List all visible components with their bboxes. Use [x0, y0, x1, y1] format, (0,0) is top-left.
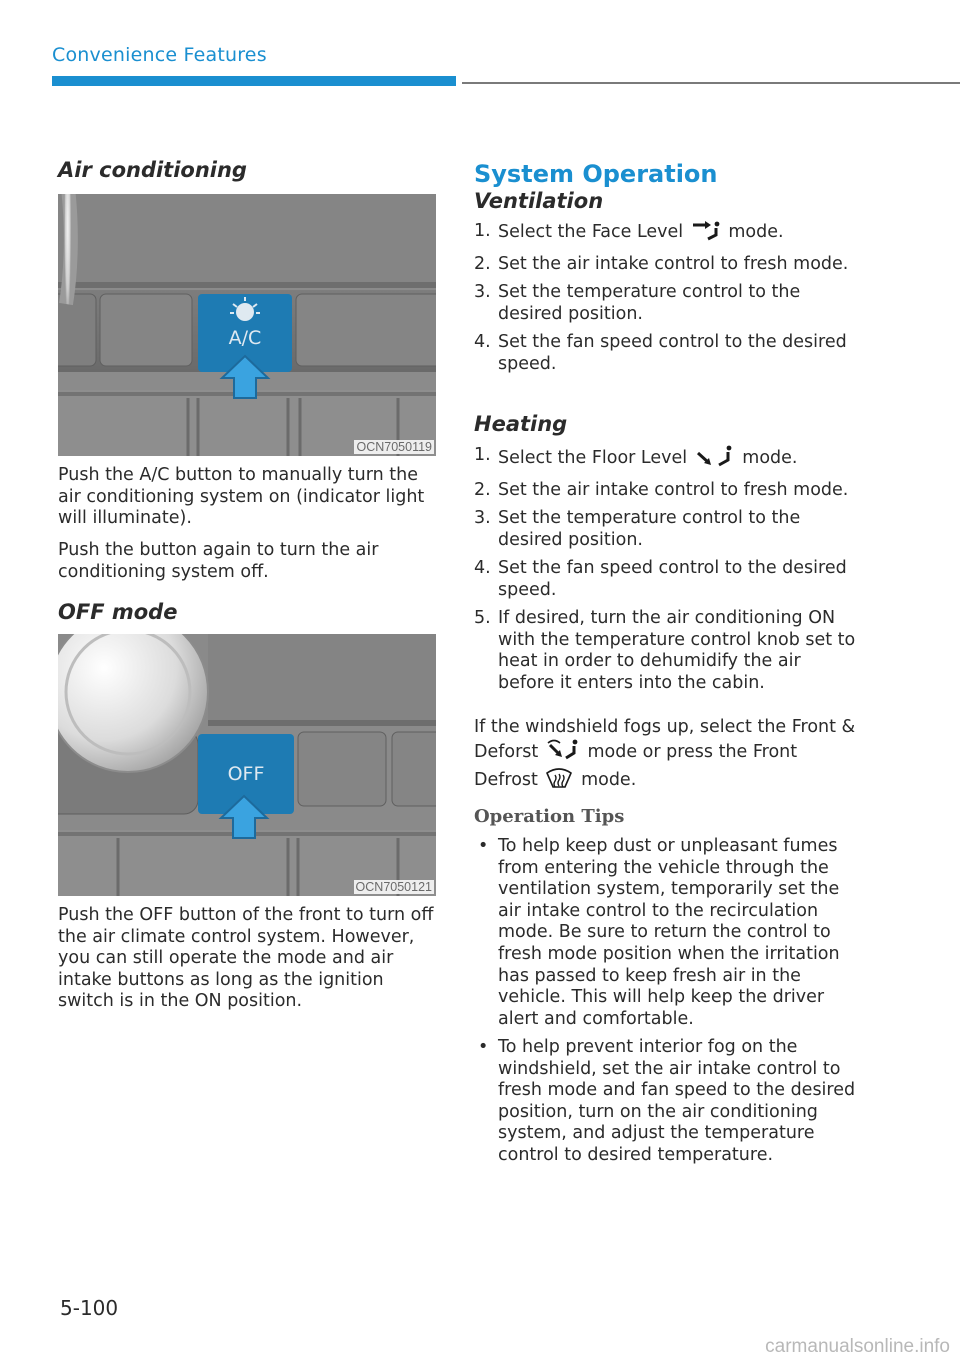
- section-title: Convenience Features: [52, 44, 267, 66]
- bullet: •: [478, 836, 489, 856]
- step-number: 2.: [474, 254, 491, 275]
- air-conditioning-heading: Air conditioning: [58, 158, 247, 182]
- list-item: [474, 608, 860, 694]
- step-text: Select the Floor Level: [498, 448, 688, 468]
- defrost-text: If the windshield fogs up, select the Front & Deforst: [474, 717, 856, 762]
- floor-level-icon: [695, 445, 735, 474]
- step-number: 4.: [474, 558, 491, 579]
- ac-description-1: Push the A/C button to manually turn the air conditioning system on (indicator light will illuminate).: [58, 465, 425, 529]
- ac-button-figure: [58, 194, 436, 456]
- tip-text: To help keep dust or unpleasant fumes from entering the vehicle through the ventilation system, temporarily set the air intake control to the recirculation mode. Be sure to return the control to fresh mode position when the irritation has passed to keep fresh air in the vehicle. This will help keep the driver alert and comfortable.: [498, 836, 840, 1029]
- ac-button-illustration: [58, 194, 436, 456]
- step-text: mode.: [742, 448, 798, 468]
- bullet: •: [478, 1036, 489, 1057]
- operation-tips-list: [474, 836, 860, 1173]
- operation-tips-heading: Operation Tips: [474, 806, 625, 827]
- header-accent-bar: [52, 76, 456, 86]
- step-text: Select the Face Level: [498, 222, 684, 242]
- list-item: [474, 1037, 860, 1167]
- ac-description-2: Push the button again to turn the air conditioning system off.: [58, 540, 379, 582]
- off-description: Push the OFF button of the front to turn off the air climate control system. However, you can still operate the mode and air intake buttons as long as the ignition switch is in the ON position.: [58, 905, 434, 1012]
- ventilation-heading: Ventilation: [474, 189, 604, 213]
- step-text: Set the temperature control to the desired position.: [498, 282, 801, 324]
- defrost-instructions: [474, 717, 860, 796]
- svg-text:A/C: A/C: [228, 327, 262, 349]
- svg-text:OFF: OFF: [227, 763, 265, 785]
- step-text: Set the fan speed control to the desired speed.: [498, 558, 847, 600]
- step-text: Set the fan speed control to the desired speed.: [498, 332, 847, 374]
- front-deforst-icon: [546, 739, 580, 768]
- step-number: 3.: [474, 508, 491, 529]
- tip-text: To help prevent interior fog on the windshield, set the air intake control to fresh mode and fan speed to the desired position, turn on the air conditioning system, and adjust the temperature control to desired temperature.: [498, 1036, 856, 1165]
- ventilation-steps: [474, 221, 860, 382]
- off-button-illustration: [58, 634, 436, 896]
- figure-code: OCN7050119: [356, 440, 432, 454]
- face-level-icon: [691, 221, 721, 248]
- step-number: 1.: [474, 221, 491, 241]
- list-item: [474, 480, 860, 502]
- list-item: [474, 282, 860, 325]
- list-item: [474, 332, 860, 375]
- step-text: If desired, turn the air conditioning ON with the temperature control knob set to heat in order to dehumidify the air before it enters into the cabin.: [498, 607, 856, 693]
- list-item: [474, 445, 860, 474]
- step-number: 5.: [474, 607, 491, 628]
- list-item: [474, 508, 860, 551]
- system-operation-heading: System Operation: [474, 160, 718, 188]
- step-text: Set the air intake control to fresh mode.: [498, 480, 849, 501]
- list-item: [474, 221, 860, 248]
- page-number: 5-100: [60, 1296, 119, 1320]
- step-text: mode.: [728, 222, 784, 242]
- front-defrost-icon: [545, 767, 573, 796]
- step-text: Set the temperature control to the desired position.: [498, 508, 801, 550]
- list-item: [474, 254, 860, 276]
- list-item: [474, 558, 860, 601]
- figure-code: OCN7050121: [355, 880, 432, 894]
- defrost-text: mode.: [581, 770, 637, 791]
- header-rule: [462, 82, 960, 84]
- off-button-figure: [58, 634, 436, 896]
- step-number: 2.: [474, 480, 491, 501]
- defrost-text: mode or press the Front Defrost: [474, 741, 798, 791]
- list-item: [474, 836, 860, 1030]
- step-number: 3.: [474, 282, 491, 303]
- watermark: carmanualsonline.info: [765, 1336, 950, 1357]
- off-mode-heading: OFF mode: [58, 600, 178, 624]
- step-number: 4.: [474, 332, 491, 353]
- heating-heading: Heating: [474, 412, 568, 436]
- heating-steps: [474, 445, 860, 701]
- step-text: Set the air intake control to fresh mode.: [498, 254, 849, 275]
- step-number: 1.: [474, 445, 491, 465]
